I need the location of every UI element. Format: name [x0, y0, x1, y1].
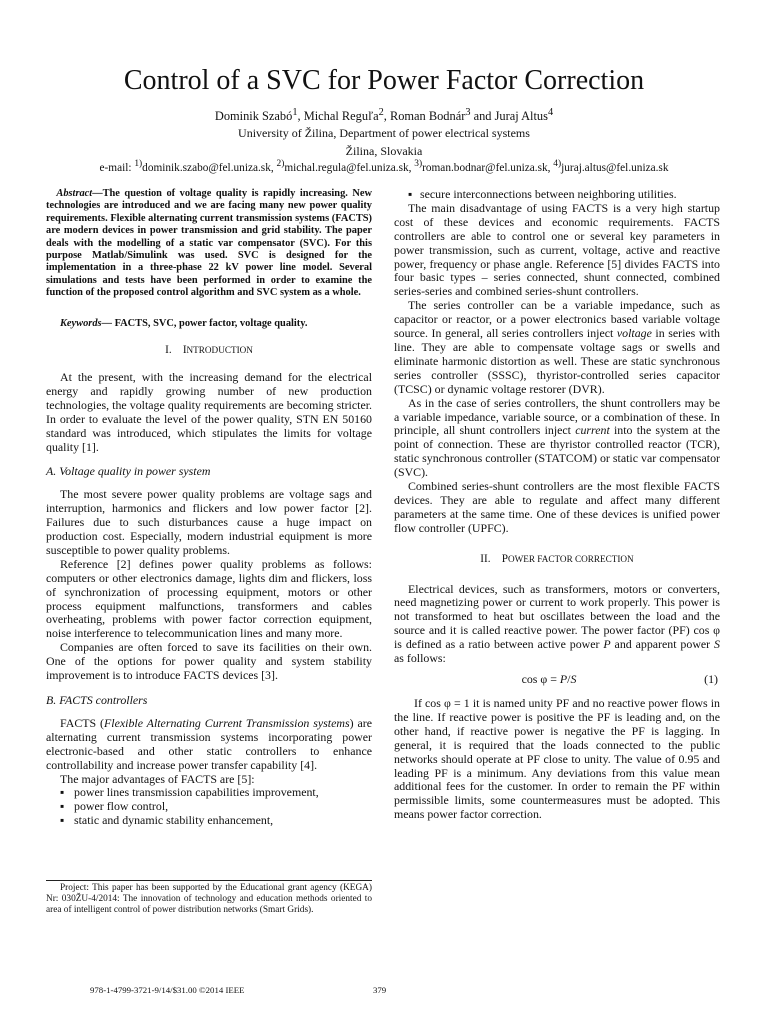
affiliation	[0, 124, 768, 160]
body-paragraph: The most severe power quality problems are voltage sags and interruption, harmonics and flickers and low power factor [2]. Failures due to such disturbances cause a huge impact on production cost. Especially, modern industrial equipment is more susceptible to power quality problems.	[46, 487, 372, 557]
author-name: Dominik Szabó	[214, 109, 293, 124]
author-name: Juraj Altus	[494, 109, 548, 124]
email-sup: 1)	[134, 159, 143, 169]
section-heading-power-factor	[394, 553, 720, 567]
section-number: I.	[165, 344, 172, 357]
email-address: michal.regula@fel.uniza.sk,	[284, 161, 415, 174]
email-sup: 3)	[414, 159, 423, 169]
body-paragraph: Companies are often forced to save its facilities on their own. One of the options for power quality and system stability improvement is to introduce FACTS devices [3].	[46, 640, 372, 683]
footnote-text: This paper has been supported by the Educational grant agency (KEGA) Nr: 030ŽU-4/2014: The innovation of technology and education methods oriented to area of intelligent control of power distribution networks (Smart Grids).	[46, 883, 372, 915]
text-run: as follows:	[394, 651, 446, 666]
equation-number: (1)	[704, 672, 718, 686]
variable-s: S	[714, 637, 720, 652]
author-separator: ,	[383, 109, 390, 124]
author-name: Roman Bodnár	[389, 109, 466, 124]
footer-isbn: 978-1-4799-3721-9/14/$31.00 ©2014 IEEE	[90, 985, 245, 995]
text-run: The series controller can be a variable impedance, such as capacitor or reactor, or a power electronics based variable voltage source. In general, all series controllers inject	[394, 298, 720, 341]
list-item: ▪ power flow control,	[60, 800, 372, 814]
body-paragraph: Combined series-shunt controllers are the most flexible FACTS devices. They are able to regulate and affect many different parameters at the same time. One of these devices is unified power flow controller (UPFC).	[394, 479, 720, 535]
keywords-dash: —	[101, 317, 115, 329]
abstract	[46, 188, 372, 300]
email-address: juraj.altus@fel.uniza.sk	[561, 161, 669, 174]
author-sup: 1	[292, 107, 298, 118]
left-column	[46, 188, 372, 828]
paper-title: Control of a SVC for Power Factor Correction	[123, 65, 645, 96]
body-paragraph	[394, 299, 720, 396]
body-paragraph	[46, 717, 372, 773]
abstract-dash: —	[92, 188, 103, 199]
list-item: ▪ static and dynamic stability enhancement,	[60, 814, 372, 828]
footnote-label: Project:	[60, 883, 89, 893]
abstract-label: Abstract	[56, 188, 93, 199]
equation-1	[394, 673, 720, 688]
text-run: in series with line. They are able to compensate voltage sags or swells and eliminate harmonic distortion as well. These are static synchronous series controller (SSSC), thyristor-controlled series capacitor (TCSC) or dynamic voltage restorer (DVR).	[394, 326, 720, 396]
email-sup: 4)	[553, 159, 562, 169]
text-run: Electrical devices, such as transformers, motors or converters, need magnetizing power or current to work properly. This power is not transformed to heat but oscillates between the load and the source and it is called reactive power. The power factor (PF) cos φ is defined as a ratio between active power	[394, 581, 720, 652]
subsection-heading-voltage-quality: A. Voltage quality in power system	[46, 464, 211, 479]
email-address: roman.bodnar@fel.uniza.sk,	[422, 161, 554, 174]
right-column	[394, 188, 720, 822]
text-run: As in the case of series controllers, the shunt controllers may be a variable impedance, variable source, or a combination of these. In principle, all shunt controllers inject	[394, 395, 720, 438]
emphasis: voltage	[616, 326, 652, 341]
body-paragraph: The main disadvantage of using FACTS is a very high startup cost of these devices and economic requirements. FACTS controllers are able to control one or several key parameters in power transmission, such as current, voltage, active and reactive power, frequency or phase angle. Reference [5] divides FACTS into four basic types – series connected, shunt connected, combined series-series and combined series-shunt controllers.	[394, 200, 720, 299]
text-run: ) are alternating current transmission systems incorporating power electronic-based and other static controllers to enhance controllability and increase power transfer capability [4].	[46, 715, 373, 772]
body-paragraph: If cos φ = 1 it is named unity PF and no reactive power flows in the line. If reactive power is positive the PF is leading and, on the other hand, if reactive power is negative the PF is lagging. In general, it is required that the loads connected to the public networks should operate at PF close to unity. The value of 0.95 and leading PF is a minimum. Any deviations from this value mean additional fees for the customer. In order to remain the PF within permissible limits, some countermeasures must be adopted. This means power factor correction.	[394, 696, 720, 822]
affiliation-department: University of Žilina, Department of power electrical systems	[238, 126, 530, 140]
author-separator: ,	[297, 109, 304, 124]
author-list	[0, 104, 768, 125]
text-run: FACTS (	[60, 715, 105, 730]
keywords-label: Keywords	[60, 317, 102, 329]
text-run: and apparent power	[610, 637, 715, 652]
emphasis: Flexible Alternating Current Transmission systems	[104, 715, 350, 730]
abstract-text: The question of voltage quality is rapidly increasing. New technologies are introduced and we are facing many new power quality requirements. Flexible alternating current transmission systems (FACTS) are modern devices in power transmission and grid stability. The paper deals with the modelling of a static var compensator (SVC). For this purpose Matlab/Simulink was used. SVC is designed for the implementation in a three-phase 22 kV power line model. Several simulations and tests have been performed in order to examine the function of the proposed control algorithm and SVC system as a whole.	[46, 188, 372, 299]
variable-p: P	[603, 637, 611, 652]
author-sup: 3	[465, 107, 471, 118]
equation-body	[394, 673, 704, 687]
email-line	[20, 157, 748, 176]
advantages-list-continued	[394, 188, 720, 202]
email-sup: 2)	[276, 159, 285, 169]
section-number: II.	[480, 552, 491, 565]
author-name: Michal Reguľa	[303, 109, 379, 124]
intro-paragraph: At the present, with the increasing demand for the electrical energy and rapidly growing number of new production technologies, the voltage quality requirements are becoming stricter. In order to evaluate the level of the power quality, STN EN 50160 standard was introduced, which stipulates the limits for voltage quality [1].	[46, 369, 372, 454]
footnote	[46, 883, 372, 916]
affiliation-city: Žilina, Slovakia	[345, 144, 423, 158]
footnote-rule	[46, 880, 372, 881]
footer-page-number: 379	[373, 985, 387, 995]
author-separator: and	[470, 109, 495, 124]
keywords-text: FACTS, SVC, power factor, voltage quality.	[114, 317, 308, 329]
subsection-heading-facts-controllers: B. FACTS controllers	[46, 693, 148, 707]
emphasis: current	[575, 423, 610, 438]
author-sup: 2	[378, 107, 384, 118]
equation-lhs: cos φ =	[521, 672, 560, 686]
equation-s: S	[570, 672, 577, 686]
equation-p: P	[559, 672, 568, 686]
section-title-initial: P	[501, 552, 508, 565]
author-sup: 4	[547, 107, 554, 118]
equation-slash: /	[567, 672, 571, 686]
body-paragraph: Reference [2] defines power quality problems as follows: computers or other electronics damage, lights dim and flickers, loss of synchronization of processing equipment, motors or other process equipment malfunctions, transformers and cables overheating, problems with power factor correction equipment, noise interference to telecommunication lines and many more.	[46, 556, 372, 641]
list-item: ▪ secure interconnections between neighboring utilities.	[408, 188, 720, 202]
advantages-list	[46, 786, 372, 828]
email-prefix: e-mail:	[99, 161, 135, 174]
keywords	[46, 318, 372, 330]
body-paragraph: The major advantages of FACTS are [5]:	[60, 771, 255, 786]
body-paragraph	[394, 583, 720, 666]
section-title-rest: NTRODUCTION	[186, 345, 253, 356]
email-address: dominik.szabo@fel.uniza.sk,	[142, 161, 277, 174]
text-run: into the system at the point of connection. These are thyristor controlled reactor (TCR), static synchronous controller (STATCOM) or static var compensator (SVC).	[394, 423, 720, 480]
list-item: ▪ power lines transmission capabilities improvement,	[60, 786, 372, 800]
section-heading-introduction	[46, 344, 372, 358]
section-title-rest: OWER FACTOR CORRECTION	[507, 553, 634, 564]
body-paragraph	[394, 397, 720, 480]
section-title-initial: I	[182, 344, 187, 357]
